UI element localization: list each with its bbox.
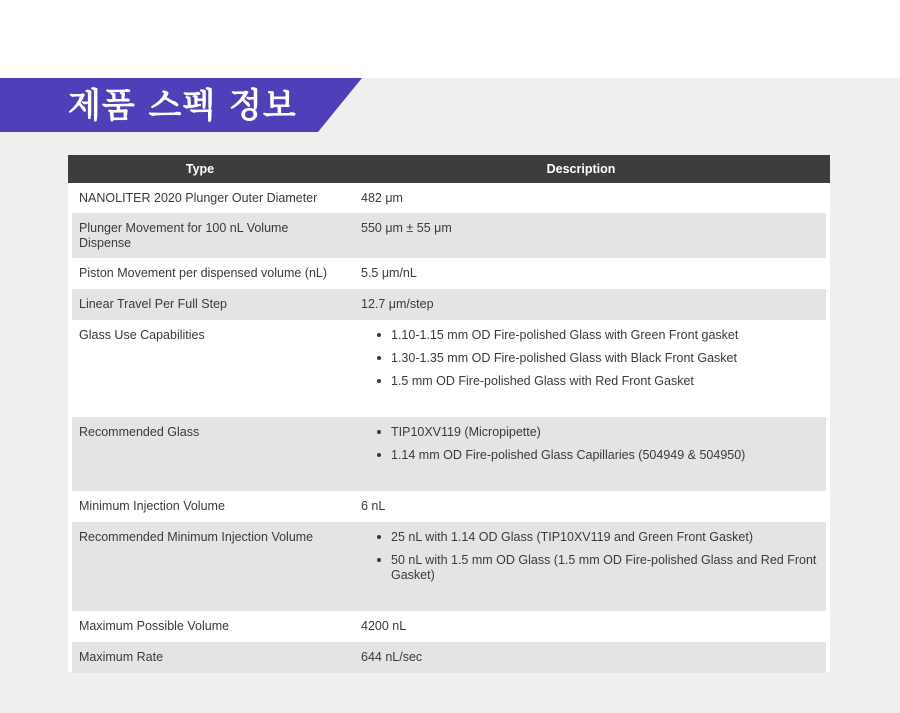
row-description: 550 μm ± 55 μm bbox=[361, 221, 452, 235]
table-row bbox=[72, 491, 826, 522]
row-type: NANOLITER 2020 Plunger Outer Diameter bbox=[79, 191, 318, 205]
row-description bbox=[361, 425, 821, 471]
row-description: 12.7 μm/step bbox=[361, 297, 434, 311]
row-type: Linear Travel Per Full Step bbox=[79, 297, 227, 311]
table-row bbox=[72, 417, 826, 491]
section-title: 제품 스펙 정보 bbox=[68, 86, 297, 126]
row-description: 4200 nL bbox=[361, 619, 407, 633]
table-row bbox=[72, 642, 826, 673]
bullet-list bbox=[361, 425, 821, 463]
row-description: 5.5 μm/nL bbox=[361, 266, 417, 280]
spec-table bbox=[68, 155, 830, 672]
list-item: 50 nL with 1.5 mm OD Glass (1.5 mm OD Fire-polished Glass and Red Front Gasket) bbox=[361, 553, 821, 583]
table-row bbox=[72, 213, 826, 258]
row-type: Plunger Movement for 100 nL Volume Dispense bbox=[79, 221, 289, 250]
list-item: 1.14 mm OD Fire-polished Glass Capillaries (504949 & 504950) bbox=[361, 448, 821, 463]
row-type: Maximum Possible Volume bbox=[79, 619, 230, 633]
table-body bbox=[72, 183, 826, 673]
table-row bbox=[72, 183, 826, 213]
row-description: 482 μm bbox=[361, 191, 403, 205]
list-item: 1.30-1.35 mm OD Fire-polished Glass with Black Front Gasket bbox=[361, 351, 821, 366]
row-type: Glass Use Capabilities bbox=[79, 328, 205, 342]
row-description bbox=[361, 328, 821, 397]
row-type: Recommended Minimum Injection Volume bbox=[79, 530, 314, 544]
row-description: 644 nL/sec bbox=[361, 650, 423, 664]
table-header bbox=[68, 155, 830, 183]
header-description: Description bbox=[546, 162, 616, 176]
table-row bbox=[72, 522, 826, 611]
row-type: Recommended Glass bbox=[79, 425, 200, 439]
table-row bbox=[72, 258, 826, 289]
row-type: Piston Movement per dispensed volume (nL) bbox=[79, 266, 328, 280]
row-description bbox=[361, 530, 821, 591]
table-row bbox=[72, 611, 826, 642]
row-type: Maximum Rate bbox=[79, 650, 164, 664]
list-item: 1.5 mm OD Fire-polished Glass with Red Front Gasket bbox=[361, 374, 821, 389]
list-item: TIP10XV119 (Micropipette) bbox=[361, 425, 821, 440]
list-item: 25 nL with 1.14 OD Glass (TIP10XV119 and Green Front Gasket) bbox=[361, 530, 821, 545]
table-row bbox=[72, 289, 826, 320]
row-description: 6 nL bbox=[361, 499, 386, 513]
header-type: Type bbox=[185, 162, 215, 176]
row-type: Minimum Injection Volume bbox=[79, 499, 225, 513]
list-item: 1.10-1.15 mm OD Fire-polished Glass with Green Front gasket bbox=[361, 328, 821, 343]
bullet-list bbox=[361, 328, 821, 389]
bullet-list bbox=[361, 530, 821, 583]
table-row bbox=[72, 320, 826, 417]
